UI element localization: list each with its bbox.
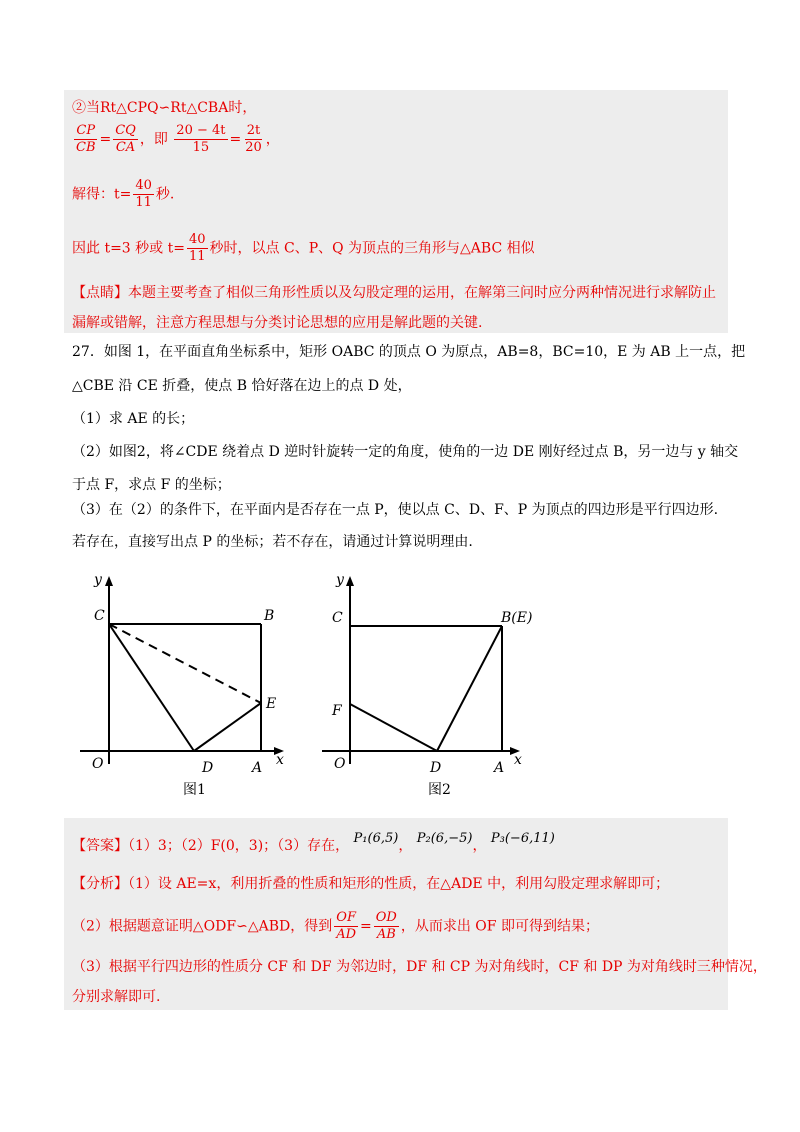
fraction-2t-20: $\frac{2t}{20}$ bbox=[245, 123, 262, 155]
fraction-cq-ca: $\frac{CQ}{CA}$ bbox=[115, 123, 136, 155]
figure-2 bbox=[320, 568, 540, 778]
answer-p3: P₃(−6,11) bbox=[490, 831, 555, 846]
solve-line: 解得：t= $\frac{40}{11}$ 秒. bbox=[72, 178, 175, 210]
fig2-label-o: O bbox=[334, 756, 346, 772]
comment-line-2: 漏解或错解，注意方程思想与分类讨论思想的应用是解此题的关键. bbox=[72, 315, 483, 331]
figure-1-caption: 图1 bbox=[183, 782, 206, 798]
analysis-line-1: 【分析】（1）设 AE=x，利用折叠的性质和矩形的性质，在△ADE 中，利用勾股定理求解即可； bbox=[72, 876, 670, 892]
fig1-seg-de bbox=[194, 703, 261, 751]
fig1-label-a: A bbox=[252, 760, 263, 776]
conclusion-line: 因此 t=3 秒或 t= $\frac{40}{11}$ 秒时，以点 C、P、Q 为顶点的三角形与△ABC 相似 bbox=[72, 232, 535, 264]
fig1-label-x: x bbox=[276, 752, 284, 768]
fig2-label-b: B(E) bbox=[501, 610, 533, 626]
fraction-40-11-conc: $\frac{40}{11}$ bbox=[188, 232, 206, 264]
figure-1 bbox=[72, 568, 312, 778]
proportion-equation: $\frac{CP}{CB}$ = $\frac{CQ}{CA}$ ，即 $\frac{20 - 4t}{15}$ = $\frac{2t}{20}$ ， bbox=[76, 123, 280, 155]
fig1-seg-ce-dashed bbox=[109, 624, 261, 703]
fig1-label-o: O bbox=[92, 756, 104, 772]
figure-2-caption: 图2 bbox=[428, 782, 451, 798]
fig1-label-b: B bbox=[264, 608, 275, 624]
fig2-seg-db bbox=[437, 626, 502, 751]
analysis-line-4: 分别求解即可. bbox=[72, 989, 161, 1005]
fig2-label-a: A bbox=[494, 760, 505, 776]
fig2-label-x: x bbox=[514, 752, 522, 768]
fig1-label-e: E bbox=[266, 696, 277, 712]
answer-p2: P₂(6,−5) bbox=[416, 831, 473, 846]
answer-line: 【答案】（1）3；（2）F(0，3)；（3）存在， P₁(6,5)， P₂(6,−5)， P₃(−6,11) bbox=[72, 831, 555, 854]
fraction-20-4t: $\frac{20 - 4t}{15}$ bbox=[176, 123, 226, 155]
fraction-of-ad: $\frac{OF}{AD}$ bbox=[336, 910, 357, 942]
case2-heading: ②当Rt△CPQ∽Rt△CBA时， bbox=[72, 100, 257, 116]
fraction-cp-cb: $\frac{CP}{CB}$ bbox=[76, 123, 96, 155]
analysis-line-3: （3）根据平行四边形的性质分 CF 和 DF 为邻边时，DF 和 CP 为对角线时，CF 和 DP 为对角线时三种情况， bbox=[72, 959, 767, 975]
fraction-od-ab: $\frac{OD}{AB}$ bbox=[375, 910, 397, 942]
fig1-label-d: D bbox=[202, 760, 214, 776]
problem-line-1: 27．如图 1，在平面直角坐标系中，矩形 OABC 的顶点 O 为原点，AB=8，BC=10，E 为 AB 上一点，把 bbox=[72, 344, 746, 360]
fig1-y-arrow bbox=[105, 576, 113, 586]
problem-line-5: 于点 F，求点 F 的坐标； bbox=[72, 477, 231, 493]
fig1-label-c: C bbox=[94, 608, 105, 624]
problem-line-4: （2）如图2，将∠CDE 绕着点 D 逆时针旋转一定的角度，使角的一边 DE 刚好经过点 B，另一边与 y 轴交 bbox=[72, 444, 739, 460]
analysis-line-2: （2）根据题意证明△ODF∽△ABD，得到 $\frac{OF}{AD}$ = $\frac{OD}{AB}$ ，从而求出 OF 即可得到结果； bbox=[72, 910, 599, 942]
fig2-label-y: y bbox=[336, 572, 344, 588]
fig2-y-arrow bbox=[346, 576, 354, 586]
fig2-label-f: F bbox=[332, 703, 342, 719]
problem-line-3: （1）求 AE 的长； bbox=[72, 411, 195, 427]
answer-p1: P₁(6,5) bbox=[353, 831, 399, 846]
fig2-label-c: C bbox=[332, 610, 343, 626]
fraction-40-11: $\frac{40}{11}$ bbox=[135, 178, 152, 210]
fig1-seg-cd bbox=[109, 624, 194, 751]
fig1-label-y: y bbox=[94, 572, 102, 588]
fig2-seg-fd bbox=[350, 704, 437, 751]
problem-line-2: △CBE 沿 CE 折叠，使点 B 恰好落在边上的点 D 处， bbox=[72, 378, 412, 394]
fig2-label-d: D bbox=[430, 760, 442, 776]
problem-line-7: 若存在，直接写出点 P 的坐标；若不存在，请通过计算说明理由. bbox=[72, 534, 473, 550]
comment-line-1: 【点睛】本题主要考查了相似三角形性质以及勾股定理的运用，在解第三问时应分两种情况进行求解防止 bbox=[72, 285, 716, 301]
problem-line-6: （3）在（2）的条件下，在平面内是否存在一点 P，使以点 C、D、F、P 为顶点的四边形是平行四边形. bbox=[72, 502, 719, 518]
